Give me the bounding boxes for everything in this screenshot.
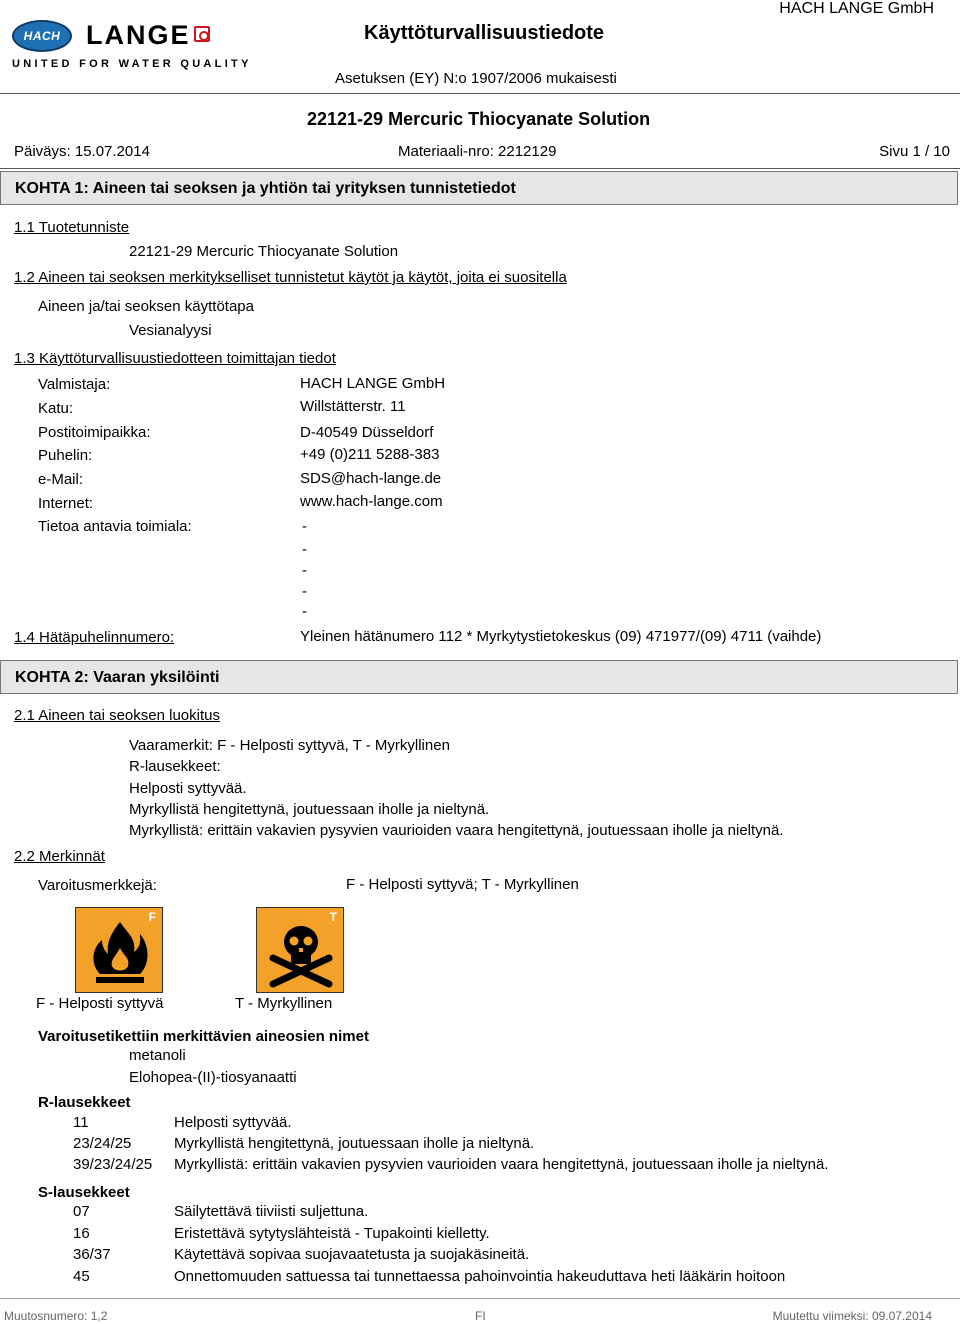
last-modified: Muutettu viimeksi: 09.07.2014	[772, 1309, 932, 1323]
pictogram-caption: T - Myrkyllinen	[235, 995, 333, 1012]
revision-number: Muutosnumero: 1,2	[4, 1309, 108, 1323]
lange-logo: LANGE	[86, 20, 191, 50]
page-number: Sivu 1 / 10	[879, 143, 950, 160]
use-label: Aineen ja/tai seoksen käyttötapa	[38, 298, 254, 315]
s-phrase-code: 45	[73, 1268, 90, 1285]
dash-line: -	[302, 562, 307, 579]
section2-heading: KOHTA 2: Vaaran yksilöinti	[15, 669, 220, 686]
document-title: Käyttöturvallisuustiedote	[364, 22, 605, 44]
s11-value: 22121-29 Mercuric Thiocyanate Solution	[129, 243, 399, 260]
r-phrase-text: Myrkyllistä hengitettynä, joutuessaan iholle ja nieltynä.	[174, 1135, 535, 1152]
s-phrase-text: Säilytettävä tiiviisti suljettuna.	[174, 1203, 369, 1220]
s-phrase-text: Eristettävä sytytyslähteistä - Tupakointi kielletty.	[174, 1225, 490, 1242]
components-title: Varoitusetikettiin merkittävien aineosien nimet	[38, 1028, 369, 1045]
section2-heading-band	[0, 660, 958, 694]
r-phrase-text: Myrkyllistä: erittäin vakavien pysyvien vaurioiden vaara hengitettynä, joutuessaan iholle ja nieltynä.	[174, 1156, 829, 1173]
header-rule	[0, 93, 960, 94]
supplier-label: Internet:	[38, 495, 94, 512]
supplier-value: -	[302, 518, 307, 535]
r-phrases-title: R-lausekkeet	[38, 1094, 131, 1111]
pictogram-caption: F - Helposti syttyvä	[36, 995, 164, 1012]
supplier-value[interactable]: www.hach-lange.com	[300, 493, 443, 510]
supplier-label: Postitoimipaikka:	[38, 424, 151, 441]
dash-line: -	[302, 603, 307, 620]
classification-line: Myrkyllistä: erittäin vakavien pysyvien vaurioiden vaara hengitettynä, joutuessaan iholle ja nieltynä.	[129, 822, 784, 839]
s-phrase-code: 07	[73, 1203, 90, 1220]
component-name: metanoli	[129, 1047, 186, 1064]
s22-title: 2.2 Merkinnät	[14, 848, 105, 865]
language-code: FI	[475, 1309, 486, 1323]
classification-line: Helposti syttyvää.	[129, 780, 247, 797]
classification-line: Vaaramerkit: F - Helposti syttyvä, T - Myrkyllinen	[129, 737, 450, 754]
section1-heading-band	[0, 171, 958, 205]
r-phrase-text: Helposti syttyvää.	[174, 1114, 292, 1131]
supplier-value: D-40549 Düsseldorf	[300, 424, 434, 441]
supplier-value: HACH LANGE GmbH	[300, 375, 446, 392]
dash-line: -	[302, 541, 307, 558]
supplier-label: Tietoa antavia toimiala:	[38, 518, 192, 535]
supplier-value[interactable]: SDS@hach-lange.de	[300, 470, 442, 487]
s14-value: Yleinen hätänumero 112 * Myrkytystietokeskus (09) 471977/(09) 4711 (vaihde)	[300, 628, 822, 645]
skull-crossbones-icon	[256, 907, 344, 993]
supplier-label: Valmistaja:	[38, 376, 111, 393]
s21-title: 2.1 Aineen tai seoksen luokitus	[14, 707, 220, 724]
hach-logo: HACH	[12, 20, 72, 52]
regulation-text: Asetuksen (EY) N:o 1907/2006 mukaisesti	[335, 70, 617, 87]
supplier-label: e-Mail:	[38, 471, 84, 488]
dash-line: -	[302, 583, 307, 600]
component-name: Elohopea-(II)-tiosyanaatti	[129, 1069, 297, 1086]
flame-icon	[75, 907, 163, 993]
s14-title: 1.4 Hätäpuhelinnumero:	[14, 629, 175, 646]
tagline: UNITED FOR WATER QUALITY	[12, 58, 252, 70]
pictogram-letter: F	[148, 910, 156, 924]
use-value: Vesianalyysi	[129, 322, 212, 339]
s-phrase-code: 16	[73, 1225, 90, 1242]
material-number: Materiaali-nro: 2212129	[398, 143, 557, 160]
r-phrase-code: 39/23/24/25	[73, 1156, 153, 1173]
header-rule-bottom	[0, 168, 960, 169]
s12-title: 1.2 Aineen tai seoksen merkitykselliset tunnistetut käytöt ja käytöt, joita ei suositella	[14, 269, 567, 286]
footer-rule	[0, 1298, 960, 1299]
company-name: HACH LANGE GmbH	[779, 0, 934, 17]
supplier-label: Puhelin:	[38, 447, 93, 464]
classification-line: R-lausekkeet:	[129, 758, 221, 775]
classification-line: Myrkyllistä hengitettynä, joutuessaan iholle ja nieltynä.	[129, 801, 490, 818]
symbols-value: F - Helposti syttyvä; T - Myrkyllinen	[346, 876, 579, 893]
s-phrase-text: Käytettävä sopivaa suojavaatetusta ja suojakäsineitä.	[174, 1246, 530, 1263]
s11-title: 1.1 Tuotetunniste	[14, 219, 130, 236]
section1-heading: KOHTA 1: Aineen tai seoksen ja yhtiön tai yrityksen tunnistetiedot	[15, 180, 516, 197]
r-phrase-code: 11	[73, 1114, 89, 1131]
s-phrases-title: S-lausekkeet	[38, 1184, 130, 1201]
pictogram-letter: T	[329, 910, 337, 924]
registered-mark-icon	[194, 26, 210, 42]
supplier-label: Katu:	[38, 400, 74, 417]
supplier-value: Willstätterstr. 11	[300, 398, 406, 415]
skull-icon-graphic	[257, 908, 345, 994]
supplier-value: +49 (0)211 5288-383	[300, 446, 440, 463]
s13-title: 1.3 Käyttöturvallisuustiedotteen toimittajan tiedot	[14, 350, 336, 367]
issue-date: Päiväys: 15.07.2014	[14, 143, 150, 160]
s-phrase-text: Onnettomuuden sattuessa tai tunnettaessa pahoinvointia hakeuduttava heti lääkärin hoitoon	[174, 1268, 786, 1285]
s-phrase-code: 36/37	[73, 1246, 111, 1263]
product-title: 22121-29 Mercuric Thiocyanate Solution	[307, 109, 651, 129]
flame-icon-graphic	[76, 908, 164, 994]
symbols-label: Varoitusmerkkejä:	[38, 877, 157, 894]
r-phrase-code: 23/24/25	[73, 1135, 132, 1152]
